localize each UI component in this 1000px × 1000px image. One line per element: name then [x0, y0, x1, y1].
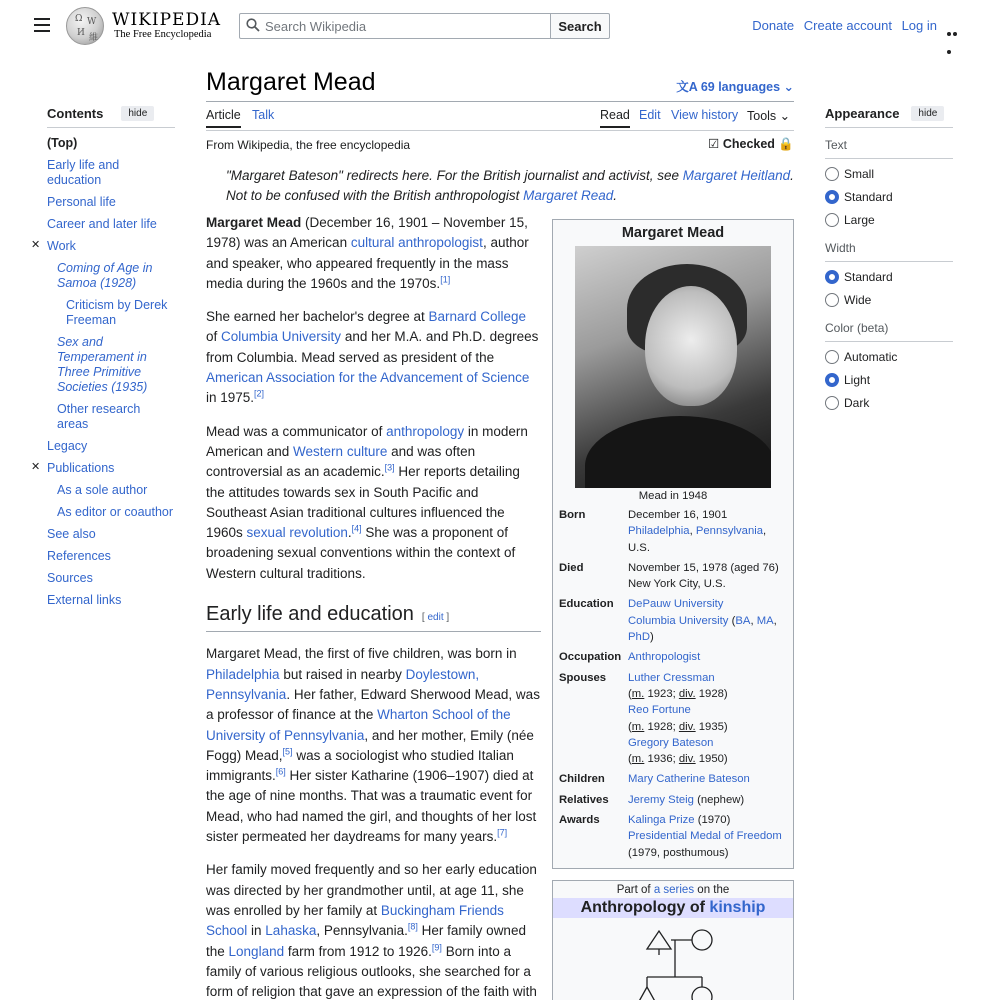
- infobox-value: November 15, 1978 (aged 76) New York City, U.S.: [628, 561, 779, 591]
- series-intro: [553, 884, 793, 896]
- article-body: [206, 213, 541, 1000]
- infobox-row-education: [559, 596, 791, 645]
- paragraph: Her family moved frequently and so her early education was directed by her grandmother until, at age 11, she was enrolled by her family at Buckingham Friends School in Lahaska, Pennsylvania.[8] Her family owned the Longland farm from 1912 to 1926.[9] Born into a family of various religious outlooks, she searched for a form of religion that gave an expression of the faith with: [206, 862, 537, 1000]
- citation[interactable]: [7]: [497, 827, 508, 838]
- link[interactable]: sexual revolution: [246, 525, 348, 541]
- infobox-label: Children: [559, 773, 605, 786]
- born-date: December 16, 1901: [628, 509, 728, 521]
- checked-badge[interactable]: [708, 136, 794, 152]
- toc-item-criticism-freeman[interactable]: Criticism by Derek Freeman: [66, 298, 168, 327]
- link[interactable]: Buckingham Friends School: [206, 902, 504, 939]
- margaret-read-link[interactable]: Margaret Read: [523, 188, 614, 203]
- appearance-hide-button[interactable]: hide: [911, 106, 944, 121]
- radio-icon[interactable]: [825, 396, 839, 410]
- link[interactable]: PhD: [628, 631, 650, 644]
- tab-tools[interactable]: [747, 108, 790, 127]
- checked-label: Checked: [722, 137, 775, 151]
- link[interactable]: Mary Catherine Bateson: [628, 773, 750, 786]
- toc-item-references[interactable]: References: [47, 549, 111, 563]
- hatnote-text-2: . Not to be confused with the British anthropologist: [226, 168, 794, 203]
- page-title: Margaret Mead: [206, 68, 376, 96]
- radio-label: Standard: [844, 270, 893, 284]
- text-size-label: Text: [825, 138, 953, 159]
- link[interactable]: DePauw University: [628, 598, 724, 611]
- infobox-row-died: [559, 560, 791, 593]
- link[interactable]: Gregory Bateson: [628, 736, 714, 749]
- infobox-row-awards: [559, 812, 791, 861]
- series-link[interactable]: a series: [653, 884, 695, 896]
- link[interactable]: Kalinga Prize: [628, 814, 695, 827]
- link[interactable]: anthropology: [386, 423, 465, 439]
- donate-link[interactable]: Donate: [752, 18, 795, 33]
- link[interactable]: Philadelphia: [206, 666, 280, 682]
- link[interactable]: BA: [735, 614, 751, 627]
- radio-label: Small: [844, 167, 875, 181]
- more-options-icon[interactable]: [947, 23, 963, 27]
- width-wide[interactable]: [825, 293, 953, 307]
- radio-label: Light: [844, 373, 871, 387]
- tab-tools-label: Tools: [747, 109, 777, 123]
- series-title-text: Anthropology of: [580, 899, 710, 916]
- on-the-text: on the: [697, 884, 730, 896]
- toc-item-other-research[interactable]: Other research areas: [57, 402, 141, 431]
- toc-item-external-links[interactable]: External links: [47, 593, 122, 607]
- appearance-title: Appearance: [825, 106, 900, 121]
- died-date: November 15, 1978 (aged 76): [628, 561, 779, 574]
- radio-label: Wide: [844, 293, 872, 307]
- paragraph: She earned her bachelor's degree at Barnard College of Columbia University and her M.A. and Ph.D. degrees from Columbia. Mead served as president of the American Association for the Advancement of Science in 1975.[2]: [206, 309, 539, 406]
- infobox-value: Luther Cressman (m. 1923; div. 1928) Reo Fortune (m. 1928; div. 1935) Gregory Bateson (m. 1936; div. 1950): [628, 671, 728, 766]
- site-header: [0, 0, 1000, 52]
- color-label: Color (beta): [825, 321, 953, 342]
- link[interactable]: Luther Cressman: [628, 671, 715, 684]
- color-light[interactable]: [825, 373, 953, 387]
- citation[interactable]: [1]: [440, 274, 451, 285]
- site-subtitle: From Wikipedia, the free encyclopedia: [206, 138, 411, 152]
- kinship-link[interactable]: kinship: [709, 899, 766, 916]
- width-standard[interactable]: [825, 270, 953, 284]
- citation[interactable]: [5]: [282, 746, 293, 757]
- toc-collapse-icon[interactable]: ✕: [31, 239, 41, 251]
- edit-link[interactable]: edit: [427, 612, 444, 624]
- toc-item-work-label: Work: [47, 239, 76, 253]
- toc-item-publications[interactable]: [31, 461, 175, 476]
- infobox: [552, 219, 794, 869]
- link[interactable]: Columbia University: [628, 614, 729, 627]
- infobox-value: December 16, 1901 Philadelphia, Pennsylvania, U.S.: [628, 509, 767, 554]
- text-size-standard[interactable]: [825, 190, 953, 204]
- toc-item-legacy[interactable]: Legacy: [47, 439, 88, 453]
- tab-read[interactable]: Read: [600, 108, 630, 128]
- citation[interactable]: [4]: [351, 523, 362, 534]
- toc-item-sole-author[interactable]: As a sole author: [57, 483, 148, 497]
- width-label: Width: [825, 241, 953, 262]
- infobox-value: DePauw University Columbia University (BA, MA, PhD): [628, 598, 777, 644]
- paragraph-lead: Margaret Mead (December 16, 1901 – November 15, 1978) was an American cultural anthropologist, author and speaker, who appeared frequently in the mass media during the 1960s and the 1970s.[1]: [206, 215, 529, 291]
- paragraph: Mead was a communicator of anthropology in modern American and Western culture and was often controversial as an academic.[3] Her reports detailing the attitudes towards sex in South Pacific and Southeast Asian traditional cultures influenced the 1960s sexual revolution.[4] She was a proponent of broadening sexual conventions within the context of Western cultural traditions.: [206, 423, 528, 581]
- link[interactable]: Lahaska: [265, 923, 317, 939]
- checkbox-icon: ☑: [708, 137, 720, 151]
- search-button[interactable]: Search: [550, 13, 610, 39]
- part-of-text: Part of: [616, 884, 651, 896]
- tab-view-history[interactable]: View history: [671, 108, 739, 122]
- infobox-label: Spouses: [559, 671, 607, 684]
- toc-item-sex-and-temperament[interactable]: Sex and Temperament in Three Primitive Societies (1935): [57, 335, 148, 394]
- text-size-large[interactable]: [825, 213, 953, 227]
- infobox-row-children: [559, 771, 791, 787]
- infobox-value: [628, 649, 791, 665]
- toc-item-career[interactable]: Career and later life: [47, 217, 157, 231]
- wikipedia-wordmark[interactable]: WIKIPEDIA: [112, 10, 222, 30]
- link[interactable]: Reo Fortune: [628, 704, 691, 717]
- toc-item-work[interactable]: [31, 239, 175, 254]
- radio-label: Large: [844, 213, 875, 227]
- infobox-label: Born: [559, 509, 586, 521]
- infobox-label: Awards: [559, 814, 600, 827]
- link[interactable]: MA: [756, 614, 774, 627]
- toc-item-sources[interactable]: Sources: [47, 571, 93, 585]
- citation[interactable]: [9]: [431, 942, 442, 952]
- radio-icon[interactable]: [825, 213, 839, 227]
- margaret-heitland-link[interactable]: Margaret Heitland: [682, 168, 791, 183]
- radio-label: Dark: [844, 396, 870, 410]
- color-automatic[interactable]: [825, 350, 953, 364]
- hatnote: [226, 166, 794, 206]
- link[interactable]: cultural anthropologist: [350, 235, 483, 251]
- toc-item-coming-of-age[interactable]: Coming of Age in Samoa (1928): [57, 261, 153, 290]
- citation[interactable]: [2]: [254, 388, 265, 399]
- photo-caption: Mead in 1948: [638, 490, 708, 502]
- infobox-value: [628, 771, 791, 787]
- page-tabs: [206, 108, 794, 130]
- color-dark[interactable]: [825, 396, 953, 410]
- radio-selected-icon[interactable]: [825, 373, 839, 387]
- infobox-label: Died: [559, 561, 584, 574]
- infobox-row-occupation: [559, 649, 791, 665]
- appearance-panel: [825, 106, 953, 424]
- radio-selected-icon[interactable]: [825, 270, 839, 284]
- link[interactable]: Longland: [228, 943, 285, 959]
- radio-icon[interactable]: [825, 293, 839, 307]
- infobox-row-relatives: [559, 792, 791, 808]
- radio-icon[interactable]: [825, 350, 839, 364]
- main-menu-icon[interactable]: [34, 18, 50, 32]
- text-size-small[interactable]: [825, 167, 953, 181]
- link[interactable]: Wharton School of the University of Pennsylvania: [206, 707, 511, 743]
- toc-item-top[interactable]: (Top): [47, 136, 78, 150]
- tab-talk[interactable]: Talk: [252, 108, 275, 122]
- infobox-label: Relatives: [559, 793, 609, 806]
- link[interactable]: Anthropologist: [628, 651, 701, 664]
- search-input[interactable]: [265, 14, 545, 38]
- citation[interactable]: [3]: [384, 462, 395, 473]
- section-heading-label: Early life and education: [206, 603, 414, 626]
- link[interactable]: Pennsylvania: [695, 525, 764, 538]
- edit-section-link[interactable]: [ edit ]: [421, 612, 450, 624]
- toc-item-publications-label: Publications: [47, 461, 115, 475]
- user-links: [746, 18, 937, 33]
- infobox-row-born: [559, 507, 791, 556]
- link[interactable]: Doylestown, Pennsylvania: [206, 666, 480, 702]
- toc-item-personal-life[interactable]: Personal life: [47, 195, 116, 209]
- link[interactable]: Presidential Medal of Freedom: [628, 830, 782, 843]
- infobox-label: Education: [559, 598, 614, 611]
- tab-edit[interactable]: Edit: [639, 108, 661, 122]
- chevron-down-icon: ⌄: [783, 80, 794, 94]
- toc-item-editor-coauthor[interactable]: As editor or coauthor: [57, 505, 174, 519]
- language-count: 69 languages: [700, 80, 781, 94]
- radio-selected-icon[interactable]: [825, 190, 839, 204]
- hatnote-text-1: "Margaret Bateson" redirects here. For the British journalist and activist, see: [226, 168, 683, 183]
- create-account-link[interactable]: Create account: [803, 18, 892, 33]
- series-sidebar: [552, 880, 794, 1000]
- series-title: [553, 898, 793, 918]
- infobox-label: Occupation: [559, 651, 622, 664]
- table-of-contents: [31, 106, 175, 615]
- toc-hide-button[interactable]: hide: [121, 106, 154, 121]
- chevron-down-icon: ⌄: [779, 109, 791, 123]
- language-button[interactable]: [676, 77, 794, 95]
- translate-icon: 文A: [676, 80, 698, 94]
- kinship-diagram-icon: [553, 925, 793, 1000]
- link[interactable]: Columbia University: [221, 329, 342, 345]
- lock-icon: 🔒: [778, 137, 794, 151]
- link[interactable]: Jeremy Steig: [628, 793, 694, 806]
- radio-icon[interactable]: [825, 167, 839, 181]
- section-heading: [206, 604, 541, 632]
- link[interactable]: American Association for the Advancement of Science: [206, 370, 530, 386]
- wikipedia-globe-logo[interactable]: Ω W И 維: [66, 7, 104, 45]
- toc-collapse-icon[interactable]: ✕: [31, 461, 41, 473]
- wikipedia-tagline: The Free Encyclopedia: [114, 29, 212, 40]
- radio-label: Automatic: [844, 350, 898, 364]
- link[interactable]: Barnard College: [428, 309, 527, 325]
- search-icon: [246, 18, 260, 32]
- infobox-row-spouses: [559, 670, 791, 768]
- citation[interactable]: [6]: [275, 766, 286, 777]
- infobox-title: Margaret Mead: [621, 225, 725, 241]
- toc-item-see-also[interactable]: See also: [47, 527, 96, 541]
- link[interactable]: Western culture: [293, 443, 388, 459]
- tab-article[interactable]: Article: [206, 108, 241, 128]
- citation[interactable]: [8]: [407, 921, 418, 932]
- link[interactable]: Philadelphia: [628, 525, 690, 538]
- infobox-value: Kalinga Prize (1970) Presidential Medal of Freedom (1979, posthumous): [628, 814, 782, 859]
- infobox-value: Jeremy Steig (nephew): [628, 793, 745, 806]
- toc-title: Contents: [47, 106, 104, 121]
- portrait-photo[interactable]: [575, 246, 771, 488]
- hatnote-text-3: .: [613, 188, 617, 203]
- toc-item-early-life[interactable]: Early life and education: [47, 158, 120, 187]
- paragraph: Margaret Mead, the first of five children, was born in Philadelphia but raised in nearby Doylestown, Pennsylvania. Her father, Edward Sherwood Mead, was a professor of finance at the Wharton School of the University of Pennsylvania, and her mother, Emily (née Fogg) Mead,[5] was a sociologist who studied Italian immigrants.[6] Her sister Katharine (1906–1907) died at the age of nine months. That was a traumatic event for Mead, who had named the girl, and thoughts of her lost sister permeated her daydreams for many years.[7]: [206, 646, 540, 845]
- radio-label: Standard: [844, 190, 893, 204]
- log-in-link[interactable]: Log in: [901, 18, 937, 33]
